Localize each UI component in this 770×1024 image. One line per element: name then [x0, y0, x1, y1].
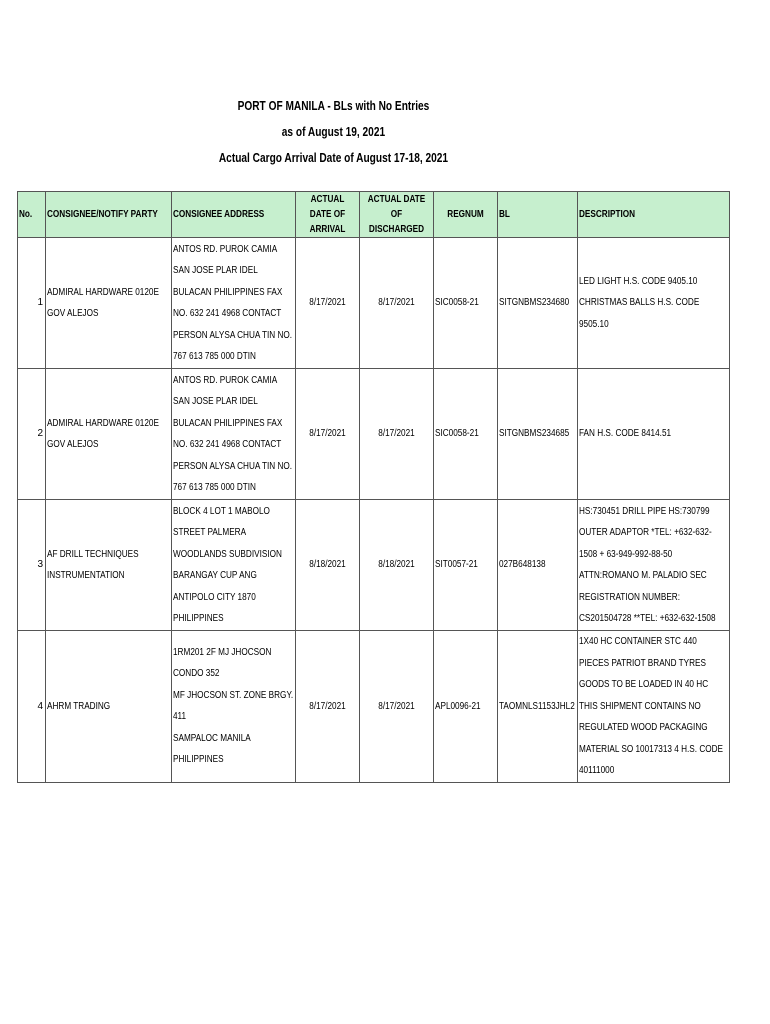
row-bl: 027B648138 — [498, 500, 578, 631]
row-no: 2 — [18, 369, 46, 500]
row-discharged: 8/17/2021 — [360, 238, 434, 369]
header-row — [18, 192, 730, 238]
table-row — [18, 369, 730, 500]
row-bl: SITGNBMS234680 — [498, 238, 578, 369]
table-row — [18, 500, 730, 631]
col-consignee: CONSIGNEE/NOTIFY PARTY — [46, 192, 172, 238]
row-discharged: 8/18/2021 — [360, 500, 434, 631]
row-consignee: AHRM TRADING — [46, 631, 172, 783]
table-row — [18, 631, 730, 783]
row-arrival: 8/17/2021 — [296, 369, 360, 500]
col-no: No. — [18, 192, 46, 238]
row-bl: SITGNBMS234685 — [498, 369, 578, 500]
report-title: PORT OF MANILA - BLs with No Entries — [237, 98, 430, 113]
row-consignee: ADMIRAL HARDWARE 0120E GOV ALEJOS — [46, 238, 172, 369]
row-address: 1RM201 2F MJ JHOCSON CONDO 352 MF JHOCSON ST. ZONE BRGY. 411 SAMPALOC MANILA PHILIPPINES — [172, 631, 296, 783]
row-consignee: ADMIRAL HARDWARE 0120E GOV ALEJOS — [46, 369, 172, 500]
row-regnum: SIC0058-21 — [434, 238, 498, 369]
row-regnum: SIC0058-21 — [434, 369, 498, 500]
row-address: ANTOS RD. PUROK CAMIA SAN JOSE PLAR IDEL BULACAN PHILIPPINES FAX NO. 632 241 4968 CONTACT PERSON ALYSA CHUA TIN NO. 767 613 785 000 DTIN — [172, 369, 296, 500]
row-description: LED LIGHT H.S. CODE 9405.10 CHRISTMAS BALLS H.S. CODE 9505.10 — [578, 238, 730, 369]
row-no: 3 — [18, 500, 46, 631]
col-description: DESCRIPTION — [578, 192, 730, 238]
bl-table — [17, 191, 730, 783]
row-description: FAN H.S. CODE 8414.51 — [578, 369, 730, 500]
row-no: 4 — [18, 631, 46, 783]
row-arrival: 8/17/2021 — [296, 631, 360, 783]
row-arrival: 8/17/2021 — [296, 238, 360, 369]
row-discharged: 8/17/2021 — [360, 631, 434, 783]
col-address: CONSIGNEE ADDRESS — [172, 192, 296, 238]
col-discharged: ACTUAL DATE OF DISCHARGED — [360, 192, 434, 238]
row-address: ANTOS RD. PUROK CAMIA SAN JOSE PLAR IDEL BULACAN PHILIPPINES FAX NO. 632 241 4968 CONTACT PERSON ALYSA CHUA TIN NO. 767 613 785 000 DTIN — [172, 238, 296, 369]
row-address: BLOCK 4 LOT 1 MABOLO STREET PALMERA WOODLANDS SUBDIVISION BARANGAY CUP ANG ANTIPOLO CITY 1870 PHILIPPINES — [172, 500, 296, 631]
row-description: 1X40 HC CONTAINER STC 440 PIECES PATRIOT BRAND TYRES GOODS TO BE LOADED IN 40 HC THIS SHIPMENT CONTAINS NO REGULATED WOOD PACKAGING MATERIAL SO 10017313 4 H.S. CODE 40111000 — [578, 631, 730, 783]
row-regnum: SIT0057-21 — [434, 500, 498, 631]
row-no: 1 — [18, 238, 46, 369]
row-bl: TAOMNLS1153JHL2 — [498, 631, 578, 783]
row-discharged: 8/17/2021 — [360, 369, 434, 500]
col-bl: BL — [498, 192, 578, 238]
report-subtitle: Actual Cargo Arrival Date of August 17-18, 2021 — [218, 150, 449, 165]
col-arrival: ACTUAL DATE OF ARRIVAL — [296, 192, 360, 238]
row-arrival: 8/18/2021 — [296, 500, 360, 631]
table-row — [18, 238, 730, 369]
row-consignee: AF DRILL TECHNIQUES INSTRUMENTATION — [46, 500, 172, 631]
col-regnum: REGNUM — [434, 192, 498, 238]
row-description: HS:730451 DRILL PIPE HS:730799 OUTER ADAPTOR *TEL: +632-632-1508 + 63-949-992-88-50 ATTN:ROMANO M. PALADIO SEC REGISTRATION NUMBER: CS201504728 **TEL: +632-632-1508 — [578, 500, 730, 631]
report-date: as of August 19, 2021 — [281, 124, 386, 139]
row-regnum: APL0096-21 — [434, 631, 498, 783]
